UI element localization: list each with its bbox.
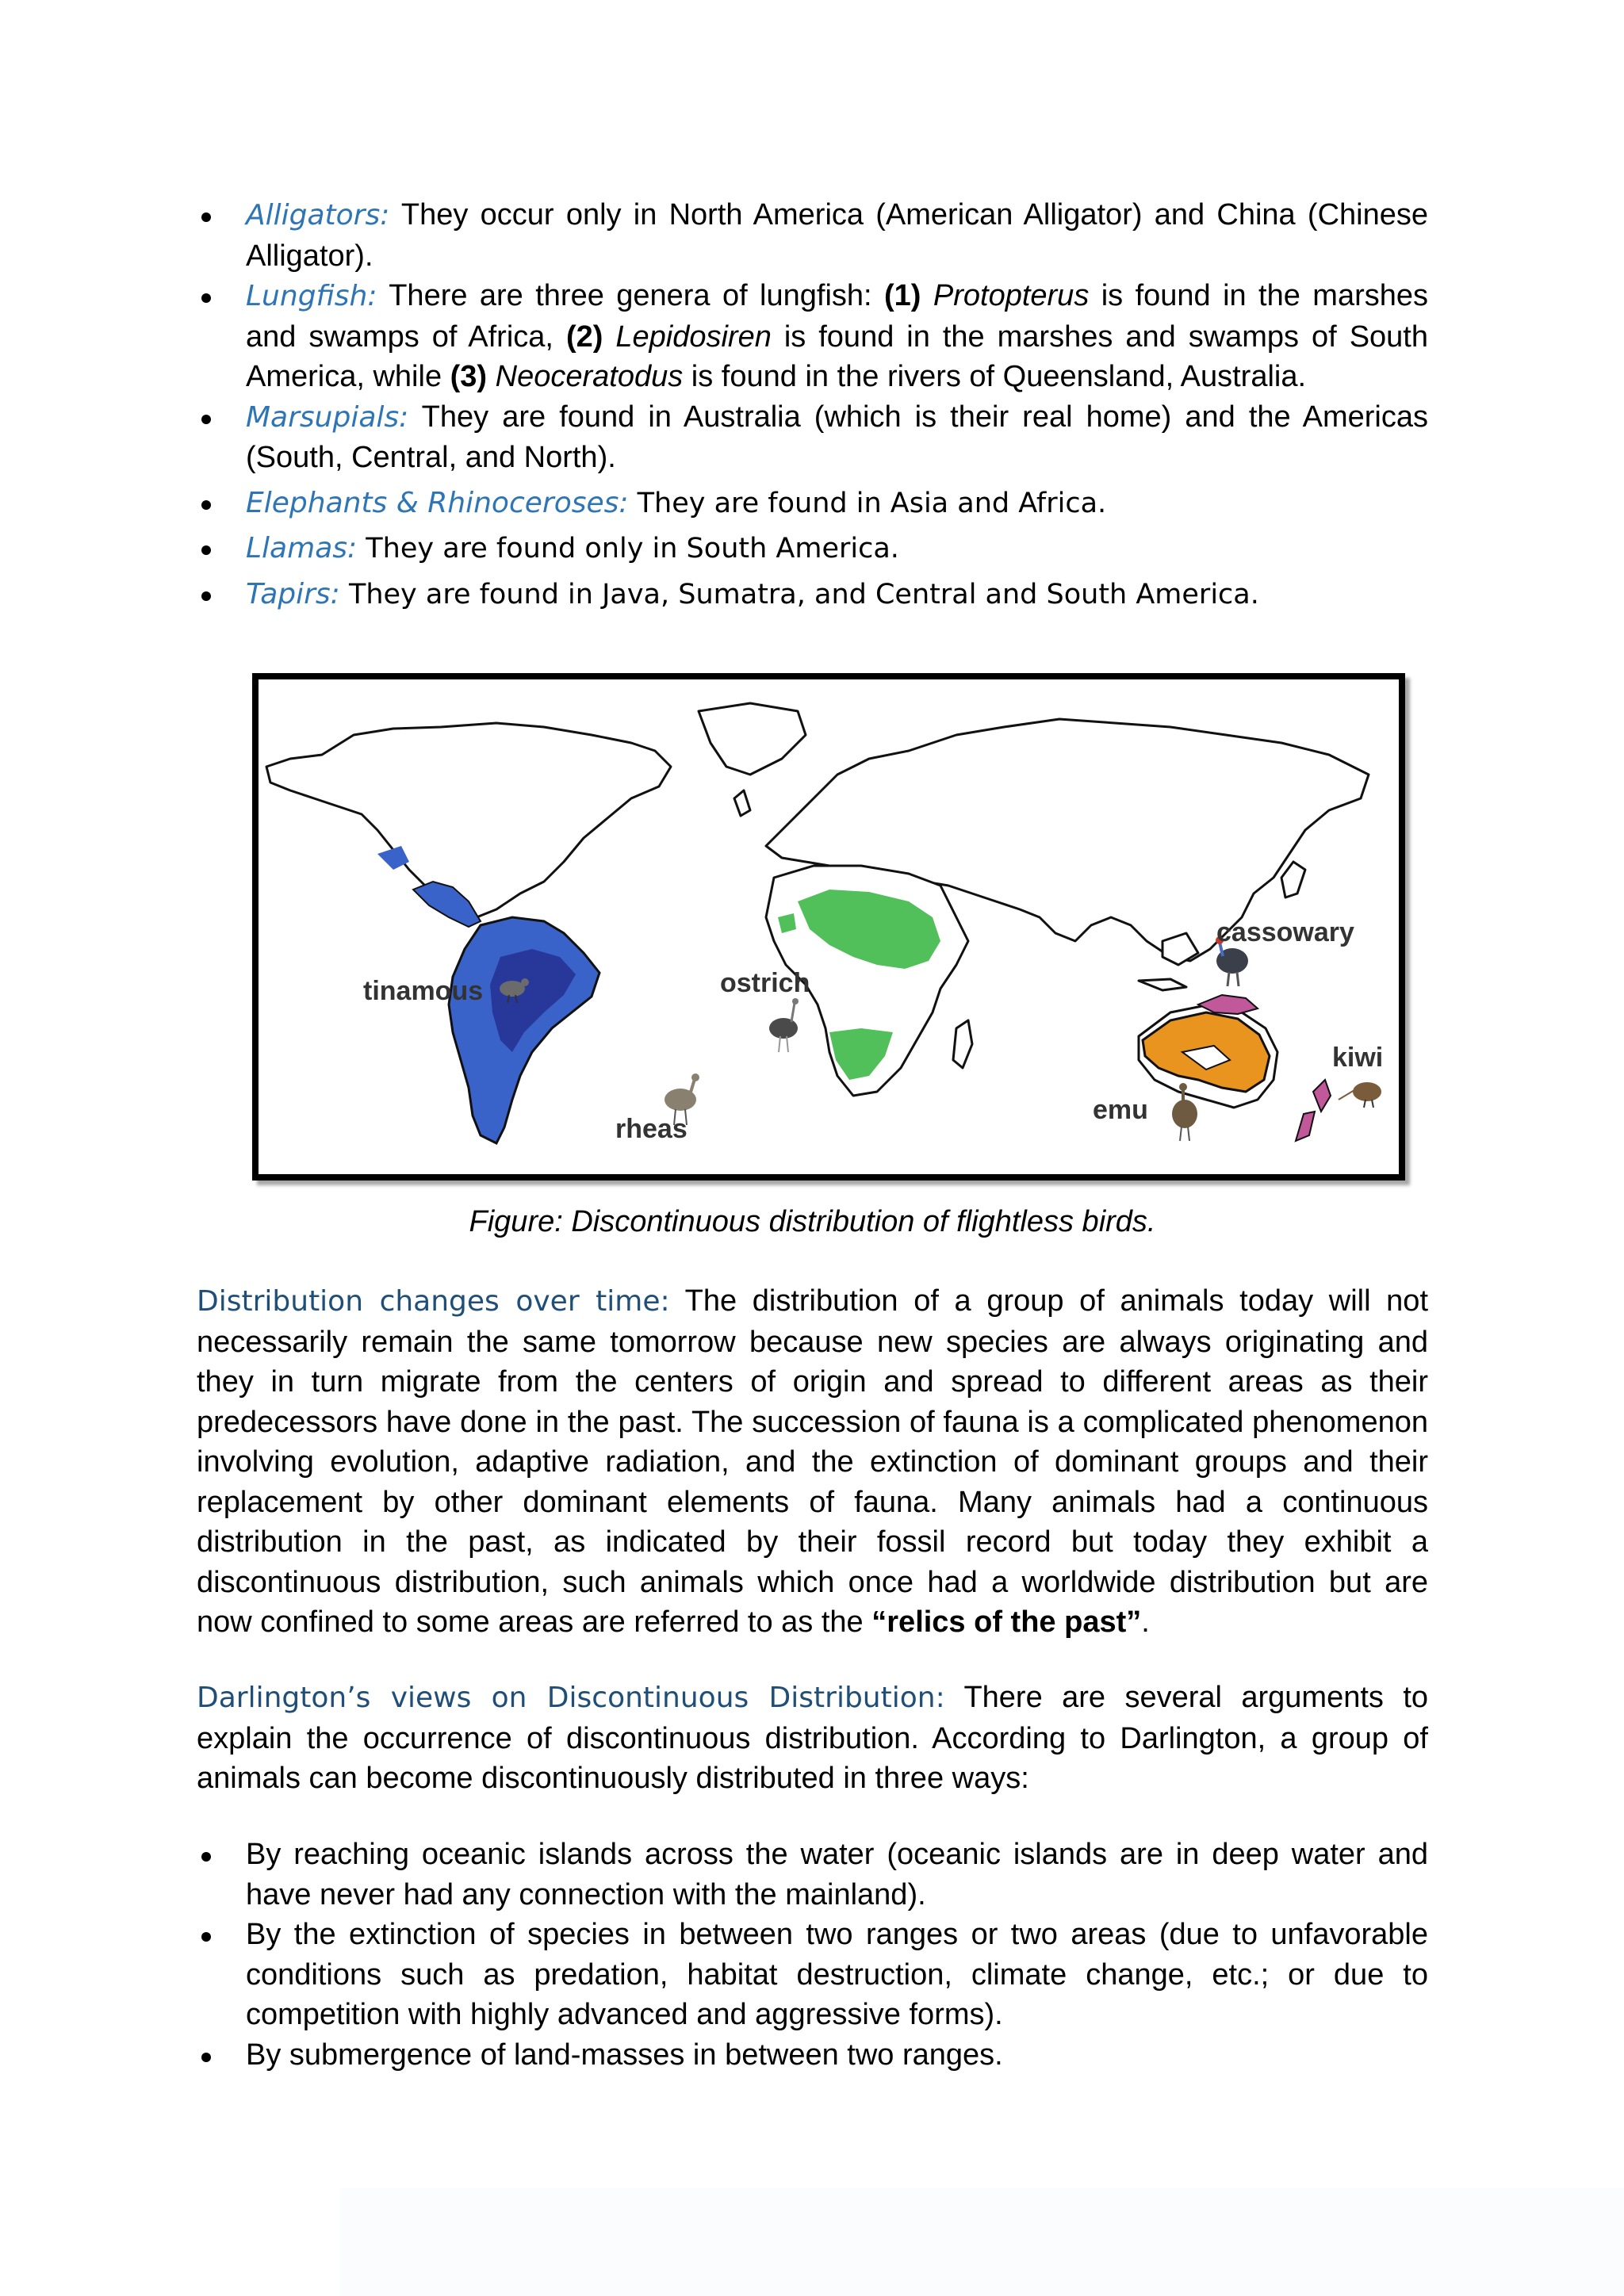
north-america-outline — [266, 723, 671, 917]
lungfish-text-part: Protopterus — [933, 279, 1090, 312]
lungfish-text-part: (3) — [450, 360, 488, 393]
lungfish-text-part: (2) — [565, 320, 603, 354]
lungfish-text-part — [487, 360, 496, 393]
greenland-outline — [699, 703, 806, 775]
list-item-submergence: By submergence of land-masses in between two ranges. — [197, 2035, 1428, 2076]
section-heading: Distribution changes over time: — [197, 1285, 670, 1318]
lungfish-text-part — [921, 279, 933, 312]
paragraph-body: The distribution of a group of animals today will not necessarily remain the same tomorrow because new species are always originating and they in turn migrate from the centers of origin and spread to different areas as their predecessors have done in the past. The succession of fauna is a complicated phenomenon involving evolution, adaptive radiation, and the extinction of dominant groups and their replacement by other dominant elements of fauna. Many animals had a continuous distribution in the past, as indicated by their fossil record but today they exhibit a discontinuous distribution, such animals which once had a worldwide distribution but are now confined to some areas are referred to as the — [197, 1284, 1429, 1639]
bullet-label: Marsupials: — [246, 400, 409, 434]
lungfish-text-part: is found in the rivers of Queensland, Australia. — [683, 360, 1307, 393]
bullet-label: Tapirs: — [246, 577, 340, 610]
map-label-ostrich: ostrich — [720, 968, 810, 998]
paragraph-text — [197, 1678, 1428, 1799]
list-item-tapirs — [197, 574, 1428, 615]
bullet-label: Alligators: — [246, 199, 390, 232]
bullet-text: They are found only in South America. — [357, 533, 899, 564]
list-item-lungfish — [197, 276, 1428, 397]
lungfish-text-part: is found in the marshes and swamps of Africa, — [246, 279, 1428, 354]
map-label-rheas: rheas — [615, 1114, 688, 1144]
lungfish-text-part: is found in the marshes and swamps of South America, while — [246, 320, 1428, 393]
bold-phrase: “relics of the past” — [871, 1605, 1142, 1639]
kiwi-bird-icon — [1339, 1082, 1381, 1108]
list-item-alligators — [197, 195, 1428, 276]
paragraph-text — [197, 1281, 1428, 1643]
map-label-tinamous: tinamous — [363, 976, 484, 1006]
bullet-text: They occur only in North America (American Alligator) and China (Chinese Alligator). — [246, 198, 1428, 273]
japan-outline — [1281, 862, 1305, 897]
bullet-text — [246, 279, 1428, 393]
bullet-list-darlington — [197, 1835, 1428, 2075]
indonesia-outline — [1139, 979, 1186, 990]
bullet-text: They are found in Australia (which is their real home) and the Americas (South, Central, and North). — [246, 400, 1428, 474]
list-item-marsupials — [197, 397, 1428, 478]
map-label-kiwi: kiwi — [1332, 1043, 1384, 1073]
top-bullets — [197, 195, 1428, 614]
figure-caption: Figure: Discontinuous distribution of flightless birds. — [469, 1205, 1156, 1238]
section-heading: Darlington’s views on Discontinuous Distribution: — [197, 1682, 945, 1714]
madagascar-outline — [953, 1020, 972, 1068]
lungfish-text-part — [603, 320, 615, 354]
bottom-bullets — [197, 1835, 1428, 2075]
bullet-text: They are found in Java, Sumatra, and Central and South America. — [339, 578, 1259, 610]
bullet-label: Elephants & Rhinoceroses: — [246, 486, 629, 519]
paragraph-end: . — [1141, 1605, 1150, 1639]
uk-outline — [734, 790, 750, 816]
ostrich-bird-icon — [769, 998, 799, 1052]
paragraph-body: There are several arguments to explain the occurrence of discontinuous distribution. According to Darlington, a group of animals can become discontinuously distributed in three ways: — [197, 1681, 1429, 1795]
map-figure — [252, 673, 1405, 1181]
bullet-list-distribution — [197, 195, 1428, 614]
lungfish-text-part: (1) — [884, 279, 921, 312]
new-zealand-range — [1296, 1080, 1331, 1141]
list-item-llamas — [197, 528, 1428, 569]
list-item-oceanic-islands: By reaching oceanic islands across the water (oceanic islands are in deep water and have never had any connection with the mainland). — [197, 1835, 1428, 1915]
paragraph-distribution-changes — [197, 1281, 1428, 1643]
world-map — [259, 679, 1399, 1174]
bullet-label: Llamas: — [246, 532, 358, 564]
lungfish-text-part: Lepidosiren — [615, 320, 772, 354]
lungfish-text-part: Neoceratodus — [495, 360, 684, 393]
lungfish-text-part: There are three genera of lungfish: — [377, 279, 885, 312]
map-label-emu: emu — [1093, 1095, 1148, 1125]
bullet-label: Lungfish: — [246, 280, 377, 312]
map-label-cassowary: cassowary — [1216, 917, 1354, 947]
paragraph-darlington — [197, 1678, 1428, 1799]
list-item-elephants — [197, 483, 1428, 524]
list-item-extinction: By the extinction of species in between two ranges or two areas (due to unfavorable conditions such as predation, habitat destruction, climate change, etc.; or due to competition with highly advanced and aggressive forms). — [197, 1915, 1428, 2035]
bullet-text: They are found in Asia and Africa. — [628, 487, 1107, 519]
page-bottom-shade — [341, 2188, 1624, 2296]
